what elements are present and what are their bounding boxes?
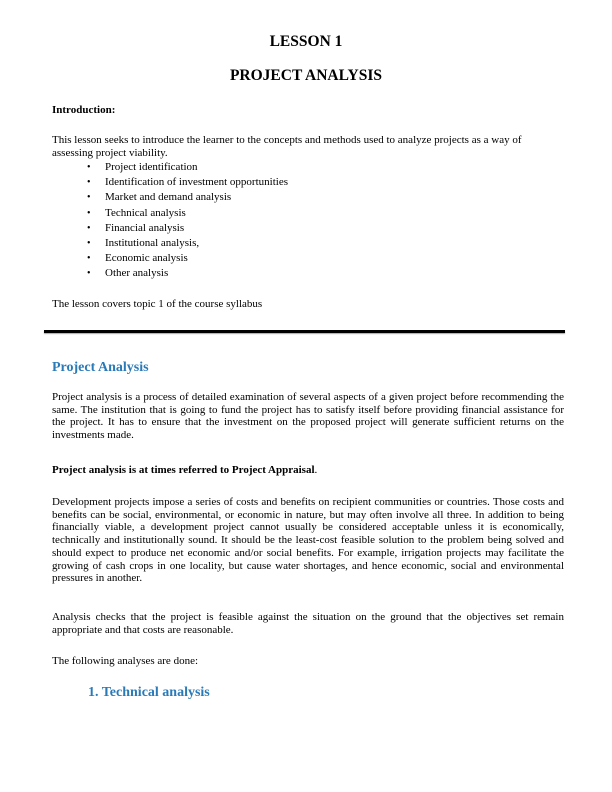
- bullet-icon: •: [87, 238, 91, 250]
- introduction-heading: Introduction:: [52, 104, 116, 116]
- appraisal-statement-period: .: [314, 464, 318, 476]
- bullet-icon: •: [87, 268, 91, 280]
- bullet-icon: •: [87, 207, 91, 219]
- analyses-intro-text: The following analyses are done:: [52, 655, 199, 667]
- introduction-paragraph: This lesson seeks to introduce the learner to the concepts and methods used to analyze projects as a way of assessing project viability.: [52, 134, 522, 159]
- list-item: [52, 266, 288, 281]
- list-item-text: Technical analysis: [105, 206, 186, 219]
- list-item: [52, 175, 288, 190]
- bullet-icon: •: [87, 253, 91, 265]
- bullet-icon: •: [87, 177, 91, 189]
- page-title: PROJECT ANALYSIS: [229, 67, 383, 84]
- list-item-text: Project identification: [105, 161, 198, 173]
- syllabus-note: The lesson covers topic 1 of the course syllabus: [52, 298, 263, 310]
- analysis-checks-paragraph: Analysis checks that the project is feasible against the situation on the ground that the objectives set remain appropriate and that costs are reasonable.: [52, 611, 564, 636]
- development-projects-paragraph: Development projects impose a series of costs and benefits on recipient communities or countries. Those costs and benefits can be social, environmental, or economic in nature, but may often involve all three. In addition to being financially viable, a development project cannot usually be considered acceptable unless it is economically, technically and institutionally sound. It should be the least-cost feasible solution to the problem being solved and should expect to produce net economic and/or social benefits. For example, irrigation projects may facilitate the growing of cash crops in one locality, but cause water shortages, and hence economic, social and environmental pressures in another.: [52, 496, 564, 585]
- list-item-text: Economic analysis: [105, 252, 188, 265]
- appraisal-statement: [52, 464, 564, 477]
- list-item: [52, 236, 288, 251]
- lesson-label: LESSON 1: [269, 33, 343, 50]
- list-item: [52, 160, 288, 175]
- bullet-icon: •: [87, 192, 91, 204]
- bullet-icon: •: [87, 162, 91, 173]
- bullet-icon: •: [87, 222, 91, 234]
- list-item-text: Other analysis: [105, 267, 169, 280]
- technical-analysis-heading: 1. Technical analysis: [88, 685, 210, 700]
- section-heading: Project Analysis: [52, 360, 149, 375]
- list-item-text: Identification of investment opportunities: [105, 176, 288, 189]
- definition-paragraph: Project analysis is a process of detailed examination of several aspects of a given project before recommending the same. The institution that is going to fund the project has to satisfy itself before providing financial assistance for the project. It has to ensure that the investment on the proposed project will generate sufficient returns on the investments made.: [52, 391, 564, 442]
- list-item-text: Financial analysis: [105, 221, 185, 234]
- list-item: [52, 206, 288, 221]
- list-item: [52, 251, 288, 266]
- topics-list: [52, 160, 288, 282]
- list-item-text: Market and demand analysis: [105, 191, 232, 204]
- list-item-text: Institutional analysis,: [105, 237, 200, 250]
- appraisal-statement-text: Project analysis is at times referred to Project Appraisal: [52, 464, 315, 476]
- list-item: [52, 221, 288, 236]
- section-divider: [44, 330, 565, 333]
- list-item: [52, 190, 288, 205]
